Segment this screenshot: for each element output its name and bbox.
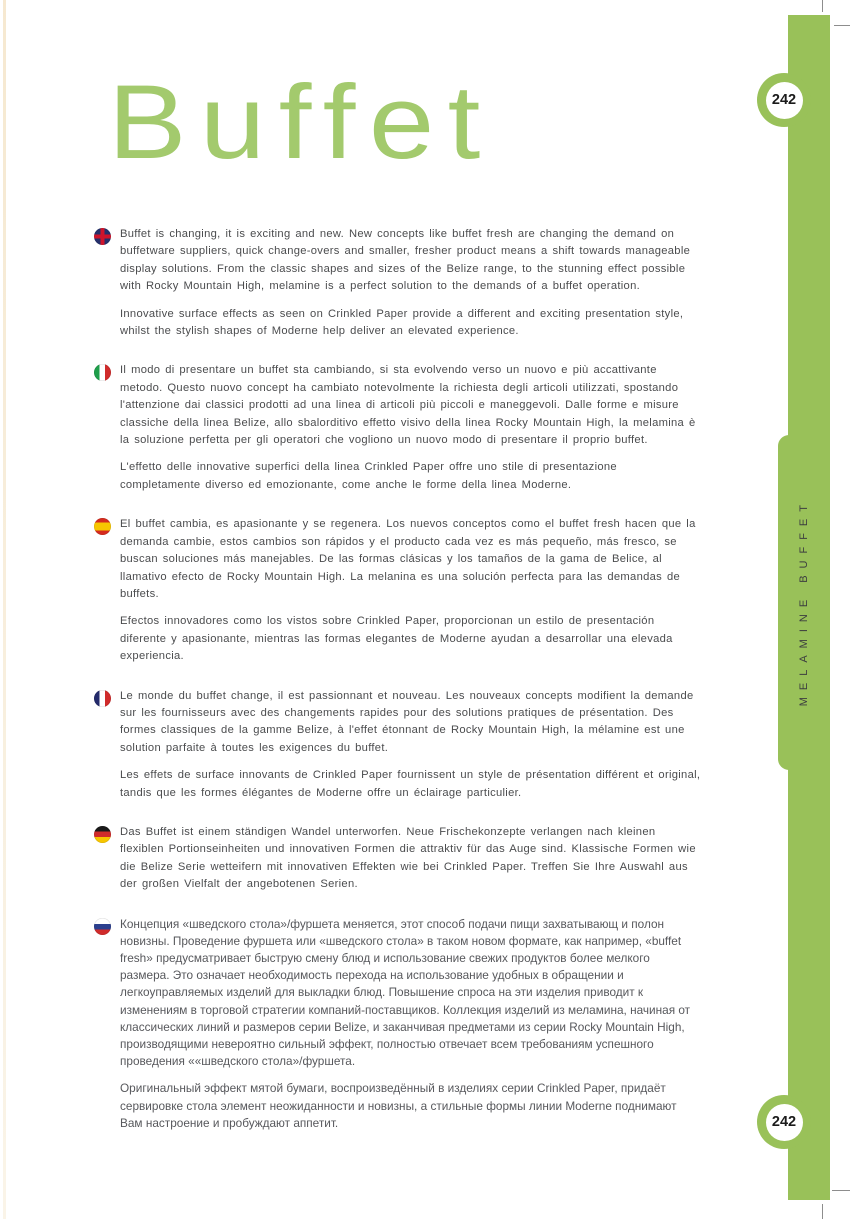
russia-flag-icon (94, 918, 111, 935)
crop-mark (822, 0, 823, 12)
page-number: 242 (766, 1104, 803, 1141)
page-number: 242 (766, 82, 803, 119)
paragraph: Innovative surface effects as seen on Crinkled Paper provide a different and exciting presentation style, whilst the stylish shapes of Moderne help deliver an elevated experience. (120, 307, 684, 338)
sidebar-section-label: MELAMINE BUFFET (798, 498, 810, 707)
paragraph: Il modo di presentare un buffet sta cambiando, si sta evolvendo verso un nuovo e più accattivante metodo. Questo nuovo concept ha cambiato notevolmente la richiesta degli articoli utilizzati, spostando l'attenzione dai classici prodotti ad una linea di articoli più piccoli e maneggevoli. Dalle forme e misure classiche della linea Belize, allo sbalorditivo effetto visivo della linea Rocky Mountain High, la melamina è la soluzione perfetta per gli operatori che vogliono un nuovo modo di presentare il proprio buffet. (120, 364, 696, 447)
france-flag-icon (94, 690, 111, 707)
page-edge-line (3, 0, 6, 1219)
paragraph: Buffet is changing, it is exciting and new. New concepts like buffet fresh are changing the demand on buffetware suppliers, quick change-overs and smaller, fresher product means a shift towards manageable display solutions. From the classic shapes and sizes of the Belize range, to the stunning effect possible with Rocky Mountain High, melamine is a perfect solution to the demands of a buffet operation. (120, 228, 691, 293)
lang-block-english (94, 226, 704, 350)
lang-block-spanish (94, 516, 704, 675)
uk-flag-icon (94, 228, 111, 245)
paragraph: Das Buffet ist einem ständigen Wandel unterworfen. Neue Frischekonzepte verlangen nach kleinen flexiblen Portionseinheiten und innovativen Formen die attraktiv für das Auge sind. Klassische Formen wie die Belize Serie wetteifern mit innovativen Effekten wie bei Crinkled Paper. Treffen Sie Ihre Auswahl aus der großen Vielfalt der angebotenen Serien. (120, 825, 696, 891)
paragraph: Оригинальный эффект мятой бумаги, воспроизведённый в изделиях серии Crinkled Paper, придаёт сервировке стола элемент неожиданности и новизны, а стильные формы линии Moderne поднимают Вам настроение и пробуждают аппетит. (120, 1081, 677, 1130)
lang-block-italian (94, 362, 704, 504)
paragraph: L'effetto delle innovative superfici della linea Crinkled Paper offre uno stile di presentazione completamente diverso ed emozionante, come anche le forme della linea Moderne. (120, 461, 617, 491)
lang-block-russian (94, 916, 704, 1142)
sidebar-tab (778, 435, 830, 770)
lang-block-german (94, 824, 704, 904)
germany-flag-icon (94, 826, 111, 843)
crop-mark (834, 25, 850, 26)
page-title: Buffet (108, 64, 494, 181)
crop-mark (822, 1204, 823, 1219)
paragraph: Концепция «шведского стола»/фуршета меняется, этот способ подачи пищи захватывающ и полон новизны. Проведение фуршета или «шведского стола» в таком новом формате, как например, «buffet fresh» предусматривает быструю смену блюд и использование свежих продуктов более мелкого размера. Это означает необходимость перехода на использование удобных в обращении и легкоуправляемых изделий для выкладки блюд. Повышение спроса на эти изделия приводит к изменениям в торговой стратегии компаний-поставщиков. Коллекция изделий из меламина, начиная от классических линий и размеров серии Belize, и заканчивая предметами из серии Rocky Mountain High, производящими невероятно сильный эффект, полностью отвечает всем требованиям успешного проведения ««шведского стола»/фуршета. (120, 916, 691, 1069)
crop-mark (832, 1190, 850, 1191)
paragraph: Les effets de surface innovants de Crinkled Paper fournissent un style de présentation différent et original, tandis que les formes élégantes de Moderne offre un éclairage particulier. (120, 769, 701, 799)
page-number-badge-top (757, 73, 811, 127)
spain-flag-icon (94, 518, 111, 535)
italy-flag-icon (94, 364, 111, 381)
content-column (94, 226, 704, 1154)
paragraph: Efectos innovadores como los vistos sobre Crinkled Paper, proporcionan un estilo de presentación diferente y apasionante, mientras las formas elegantes de Moderne ayudan a desarrollar una elevada experiencia. (120, 615, 673, 663)
paragraph: El buffet cambia, es apasionante y se regenera. Los nuevos conceptos como el buffet fresh hacen que la demanda cambie, estos cambios son rápidos y el producto cada vez es más pequeño, más fresco, se buscan soluciones más manejables. De las formas clásicas y los tamaños de la gama de Belice, al llamativo efecto de Rocky Mountain High. La melanina es una solución perfecta para las demandas de buffets. (120, 518, 696, 600)
lang-block-french (94, 688, 704, 812)
paragraph: Le monde du buffet change, il est passionnant et nouveau. Les nouveaux concepts modifient la demande sur les fournisseurs avec des changements rapides pour des solutions pratiques de présentation. Des formes classiques de la gamme Belize, à l'effet étonnant de Rocky Mountain High, la mélamine est une solution parfaite à toutes les exigences du buffet. (120, 689, 694, 754)
page-number-badge-bottom (757, 1095, 811, 1149)
